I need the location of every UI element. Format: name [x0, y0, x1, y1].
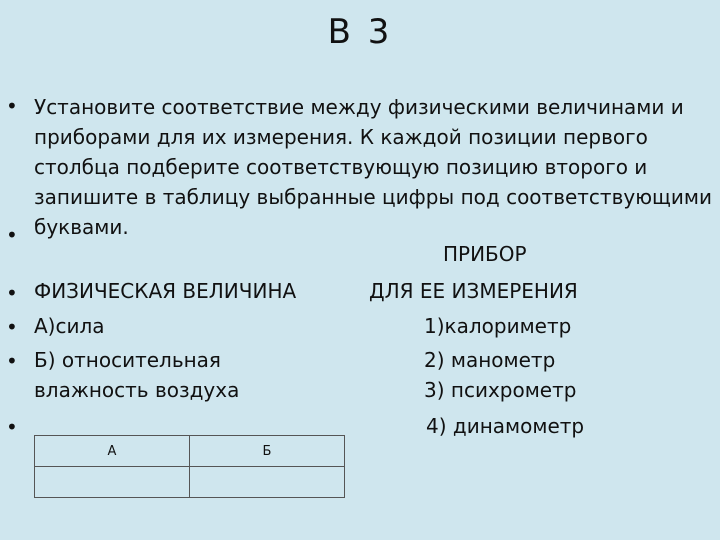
answer-cell-a[interactable]: [35, 467, 190, 498]
answer-table: [34, 435, 345, 498]
bullet-marker: •: [6, 415, 18, 439]
left-column-header: ФИЗИЧЕСКАЯ ВЕЛИЧИНА: [34, 279, 297, 303]
quantity-a: А)сила: [34, 314, 105, 338]
answer-header-b: Б: [190, 436, 345, 467]
right-column-header-line1: ПРИБОР: [443, 242, 527, 266]
bullet-marker: •: [6, 223, 18, 247]
quantity-b-line2: влажность воздуха: [34, 378, 240, 402]
task-text: Установите соответствие между физическими величинами и приборами для их измерения. К каждой позиции первого столбца подберите соответствующую позицию второго и запишите в таблицу выбранные цифры под соответствующими буквами.: [34, 95, 712, 239]
instrument-2: 2) манометр: [424, 348, 556, 372]
answer-table-value-row: [35, 467, 345, 498]
answer-cell-b[interactable]: [190, 467, 345, 498]
instrument-3: 3) психрометр: [424, 378, 577, 402]
bullet-marker: •: [6, 315, 18, 339]
right-column-header-line2: ДЛЯ ЕЕ ИЗМЕРЕНИЯ: [369, 279, 578, 303]
instrument-4: 4) динамометр: [426, 414, 585, 438]
answer-table-header-row: [35, 436, 345, 467]
bullet-marker: •: [6, 94, 18, 118]
quantity-b-line1: Б) относительная: [34, 348, 221, 372]
slide-title: В 3: [327, 12, 393, 52]
bullet-marker: •: [6, 349, 18, 373]
instrument-1: 1)калориметр: [424, 314, 572, 338]
answer-header-a: А: [35, 436, 190, 467]
bullet-marker: •: [6, 281, 18, 305]
